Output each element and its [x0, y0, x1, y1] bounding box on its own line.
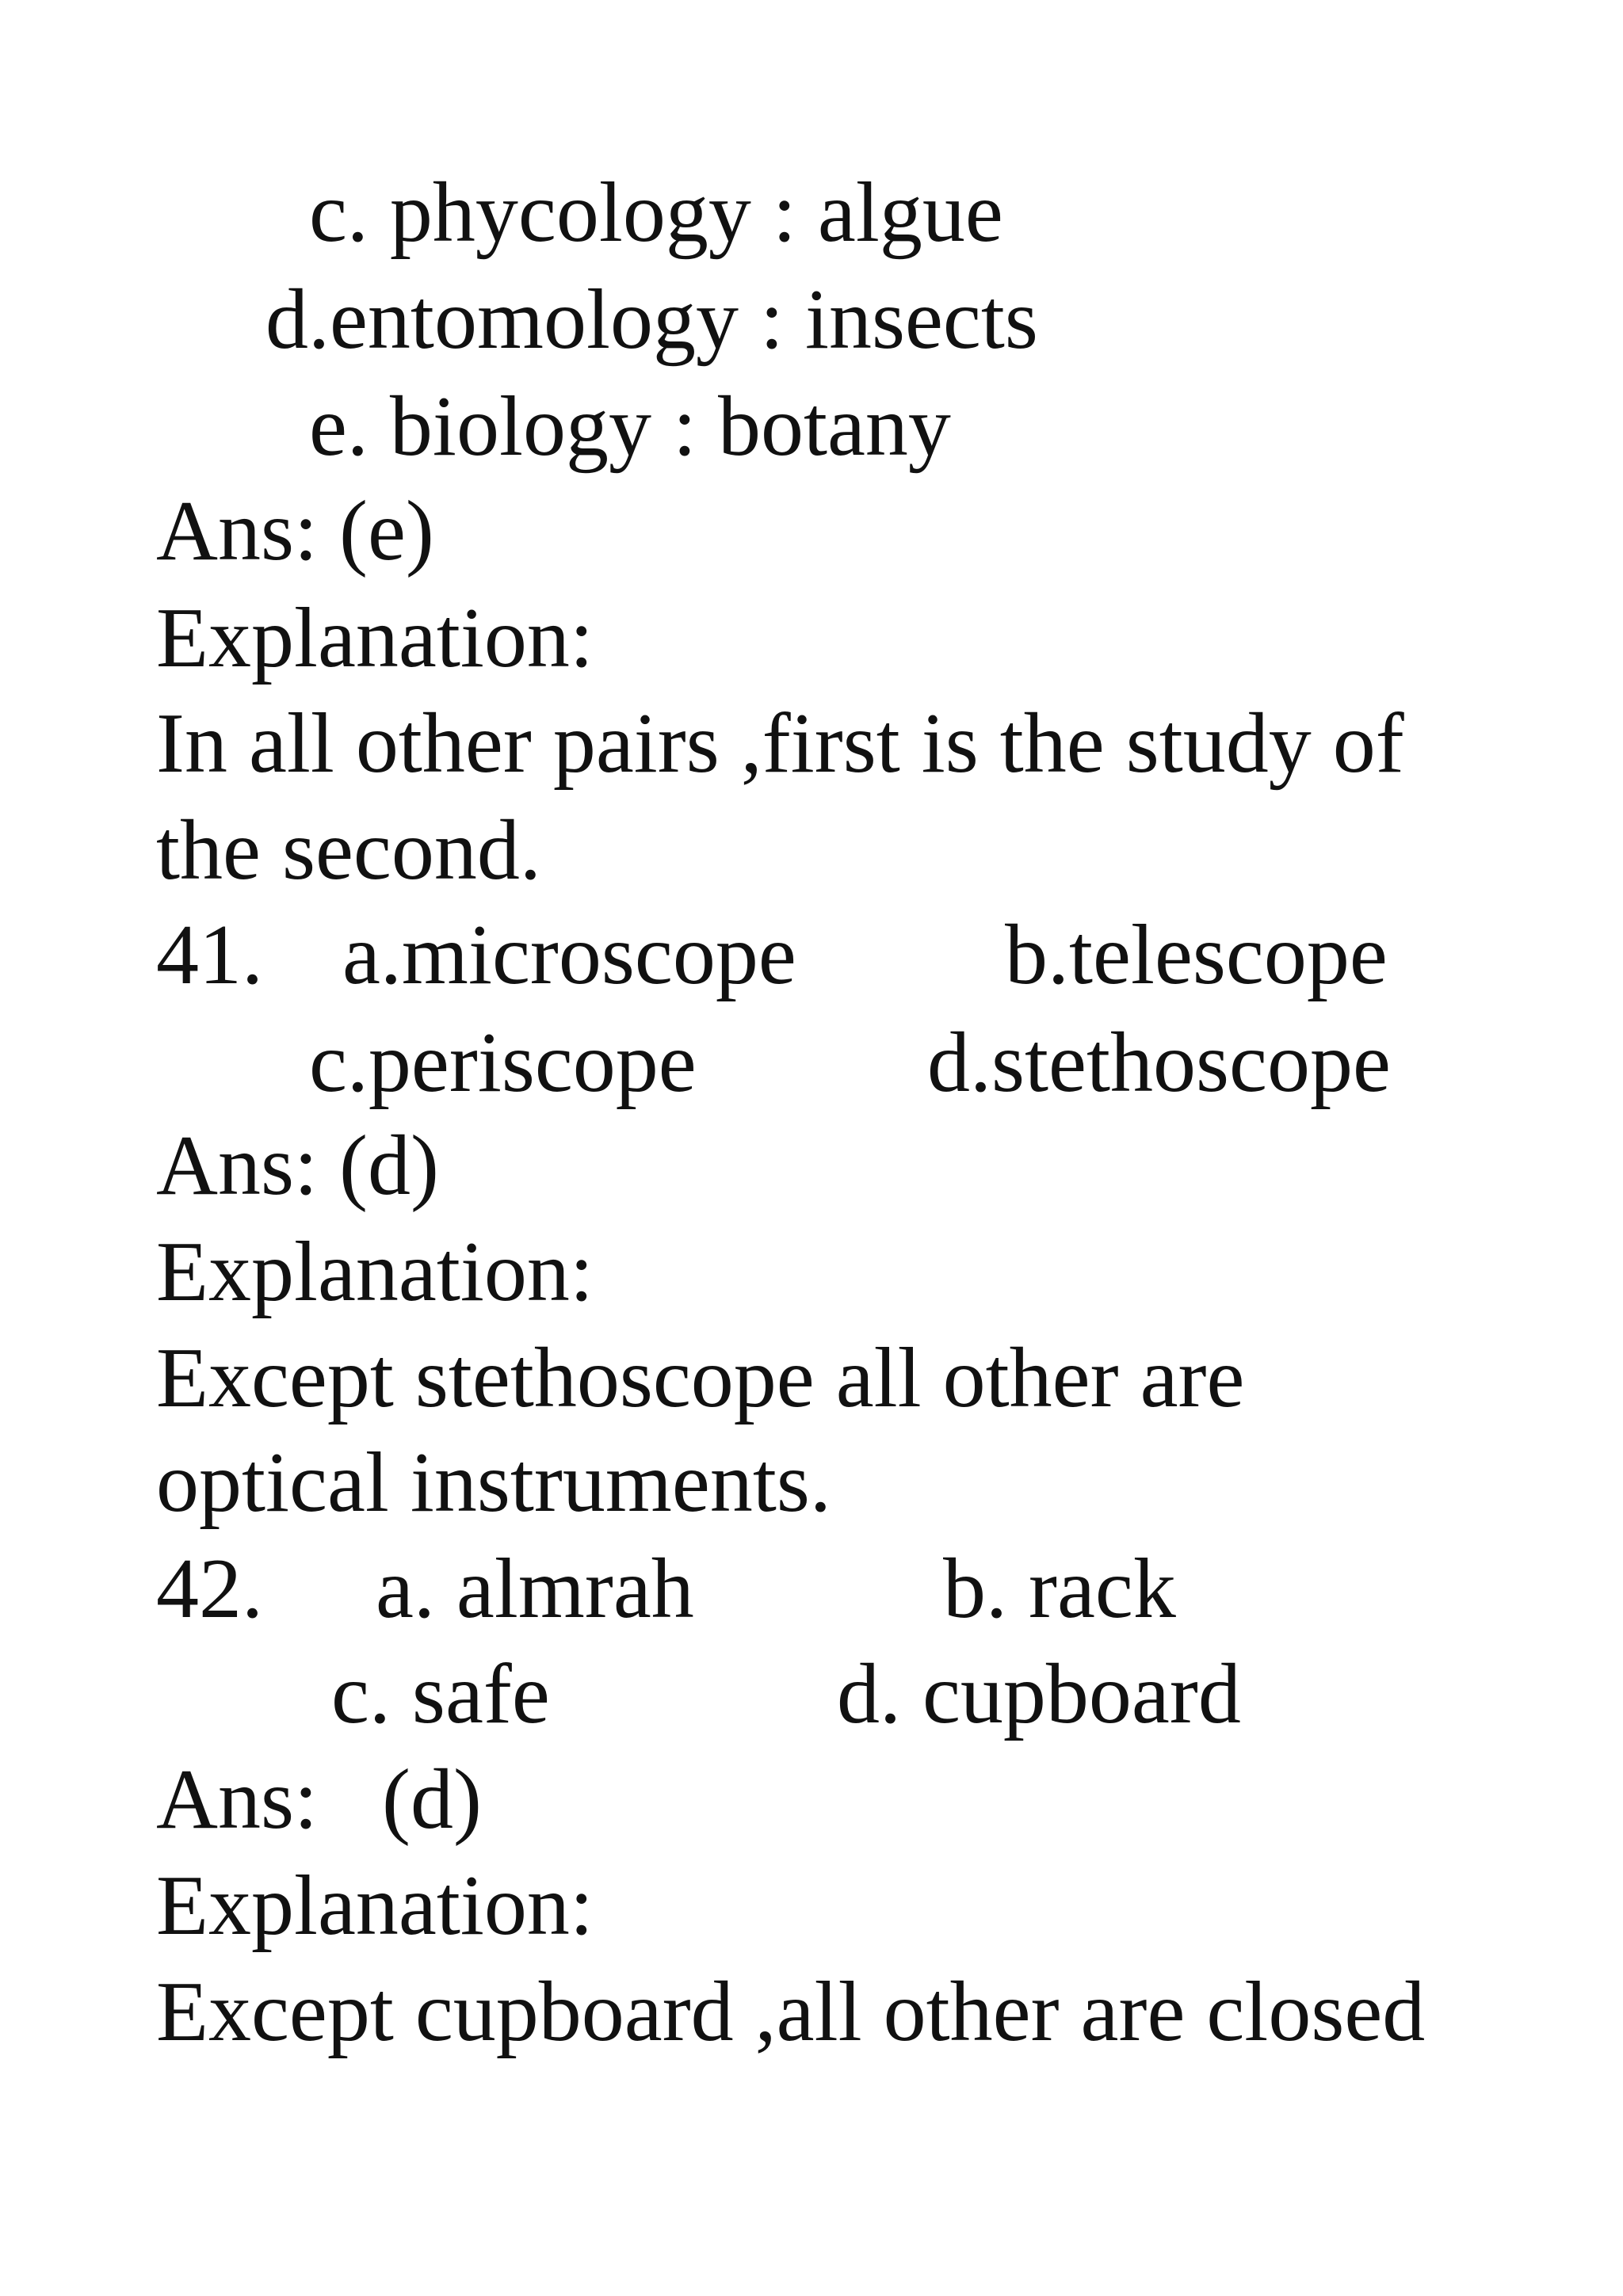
- q40-answer: Ans: (e): [156, 484, 434, 578]
- q42-option-a: a. almrah: [376, 1542, 694, 1636]
- q41-explanation-label: Explanation:: [156, 1225, 594, 1319]
- q42-option-b: b. rack: [943, 1542, 1176, 1636]
- q41-option-b: b.telescope: [1005, 908, 1388, 1002]
- q42-explanation-label: Explanation:: [156, 1859, 594, 1953]
- q41-number: 41.: [156, 908, 263, 1002]
- q41-option-a: a.microscope: [342, 908, 796, 1002]
- q40-option-c: c. phycology : algue: [309, 166, 1003, 260]
- q41-explanation-line-2: optical instruments.: [156, 1436, 831, 1530]
- q41-answer: Ans: (d): [156, 1119, 439, 1213]
- q40-explanation-line-2: the second.: [156, 803, 541, 898]
- q42-explanation-line-1: Except cupboard ,all other are closed: [156, 1965, 1426, 2059]
- q40-option-e: e. biology : botany: [309, 379, 951, 474]
- q42-answer: Ans: (d): [156, 1753, 482, 1847]
- q42-option-d: d. cupboard: [837, 1647, 1241, 1741]
- q40-explanation-line-1: In all other pairs ,first is the study of: [156, 696, 1404, 791]
- q42-number: 42.: [156, 1542, 263, 1636]
- q40-explanation-label: Explanation:: [156, 591, 594, 685]
- q40-option-d: d.entomology : insects: [265, 273, 1038, 367]
- q41-option-d: d.stethoscope: [927, 1016, 1391, 1110]
- q41-explanation-line-1: Except stethoscope all other are: [156, 1331, 1245, 1425]
- q42-option-c: c. safe: [331, 1647, 550, 1741]
- q41-option-c: c.periscope: [309, 1016, 697, 1110]
